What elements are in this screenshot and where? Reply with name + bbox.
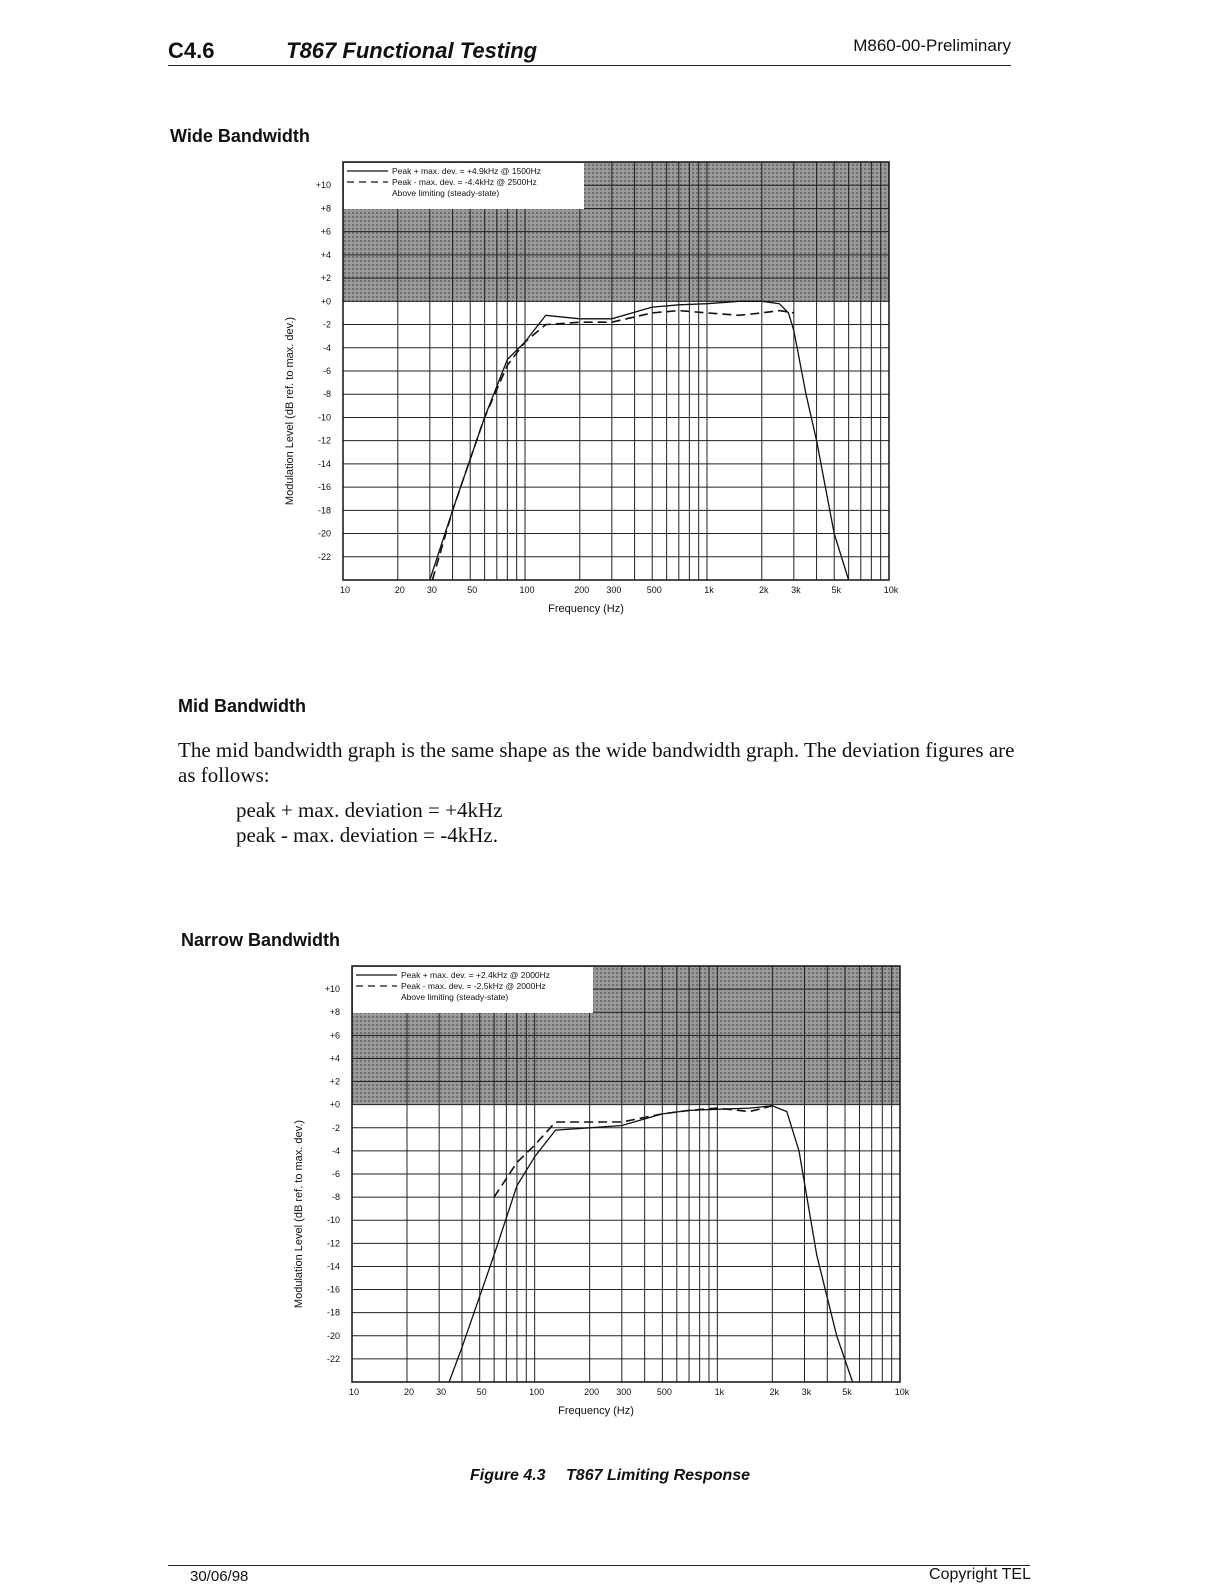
chart1-ytick-label: -12 xyxy=(326,1238,340,1249)
chart0-xaxis-label: Frequency (Hz) xyxy=(548,603,624,615)
chart1-xtick-label: 30 xyxy=(436,1387,447,1397)
chart1-ytick-label: -4 xyxy=(331,1145,340,1156)
chart1-ytick-label: -8 xyxy=(331,1192,340,1203)
chart1-ytick-label: -20 xyxy=(326,1330,340,1341)
chart1-legend-label: Peak + max. dev. = +2.4kHz @ 2000Hz xyxy=(401,970,551,980)
chart0-shaded-region-label: Above limiting (steady-state) xyxy=(392,188,500,198)
chart1-series-peak-plus xyxy=(449,1106,852,1382)
chart0-xtick-label: 200 xyxy=(574,585,590,595)
document-id: M860-00-Preliminary xyxy=(853,36,1011,55)
figure-number: Figure 4.3 xyxy=(470,1467,546,1484)
chart0-xtick-label: 30 xyxy=(426,585,437,595)
chart1-ytick-label: +0 xyxy=(329,1099,340,1110)
mid-deviation-line-plus: peak + max. deviation = +4kHz xyxy=(236,798,503,822)
chart0-legend-label: Peak - max. dev. = -4.4kHz @ 2500Hz xyxy=(392,177,537,187)
chart0-xtick-label: 300 xyxy=(606,585,622,595)
chart0-ytick-label: +6 xyxy=(320,226,331,237)
chart1-ytick-label: +4 xyxy=(329,1053,340,1064)
chart0-ytick-label: +2 xyxy=(320,273,331,284)
chart0-xtick-label: 5k xyxy=(831,585,841,595)
chart1-ytick-label: -14 xyxy=(326,1261,340,1272)
chart1-shaded-region-label: Above limiting (steady-state) xyxy=(401,992,509,1002)
chart0-ytick-label: -10 xyxy=(317,412,331,423)
chart0-ytick-label: -20 xyxy=(317,528,331,539)
chart0-ytick-label: +8 xyxy=(320,203,331,214)
section-number: C4.6 xyxy=(168,38,215,63)
chart1-xtick-label: 2k xyxy=(769,1387,780,1397)
chart1-ytick-label: -6 xyxy=(331,1169,340,1179)
figure-title: T867 Limiting Response xyxy=(566,1467,751,1484)
chart1-xtick-label: 10 xyxy=(348,1387,360,1397)
chart0-ytick-label: -6 xyxy=(322,366,331,376)
footer-copyright: Copyright TEL xyxy=(929,1566,1031,1583)
chart1-ytick-label: -18 xyxy=(326,1307,340,1318)
chart1-xtick-label: 3k xyxy=(801,1387,812,1397)
chart0-xtick-label: 50 xyxy=(467,585,478,595)
chart1-xtick-label: 300 xyxy=(616,1387,632,1397)
chart1-legend-label: Peak - max. dev. = -2.5kHz @ 2000Hz xyxy=(401,981,546,991)
chart1-xtick-label: 20 xyxy=(403,1387,414,1397)
chart1-xaxis-label: Frequency (Hz) xyxy=(558,1405,634,1417)
chart0-ytick-label: +10 xyxy=(315,180,331,191)
heading-narrow-bandwidth: Narrow Bandwidth xyxy=(181,930,341,950)
chart1-ytick-label: +2 xyxy=(329,1076,340,1087)
chart0-ytick-label: -4 xyxy=(322,342,331,353)
chart0-xtick-label: 1k xyxy=(704,585,714,595)
chart0-xtick-label: 100 xyxy=(519,585,535,595)
chart0-xtick-label: 3k xyxy=(791,585,801,595)
chart0-yaxis-label: Modulation Level (dB ref. to max. dev.) xyxy=(284,316,296,506)
chart0-xtick-label: 2k xyxy=(759,585,769,595)
chart0-ytick-label: -22 xyxy=(317,551,331,562)
chart0-ytick-label: -8 xyxy=(322,389,331,400)
chart0-ytick-label: -16 xyxy=(317,482,331,493)
chart0-ytick-label: -12 xyxy=(317,435,331,446)
chart1-xtick-label: 10k xyxy=(894,1387,910,1397)
heading-wide-bandwidth: Wide Bandwidth xyxy=(170,126,310,146)
chart0-xtick-label: 10 xyxy=(339,585,351,595)
mid-deviation-line-minus: peak - max. deviation = -4kHz. xyxy=(236,823,499,847)
chart1-xtick-label: 500 xyxy=(656,1387,672,1397)
chart1-ytick-label: -16 xyxy=(326,1284,340,1295)
chart1-series-peak-minus xyxy=(494,1106,772,1197)
chart0-xtick-label: 10k xyxy=(883,585,899,595)
mid-bandwidth-paragraph: The mid bandwidth graph is the same shape as the wide bandwidth graph. The deviation figures are as follows: xyxy=(178,738,1015,787)
chart0-ytick-label: -18 xyxy=(317,505,331,516)
chart0-xtick-label: 20 xyxy=(394,585,405,595)
chart1-xtick-label: 5k xyxy=(842,1387,852,1397)
chart1-ytick-label: -2 xyxy=(331,1122,340,1133)
chart0-ytick-label: -2 xyxy=(322,319,331,330)
chart1-ytick-label: -22 xyxy=(326,1353,340,1364)
chart1-ytick-label: +8 xyxy=(329,1007,340,1018)
chart0-ytick-label: +0 xyxy=(320,296,331,307)
footer-divider xyxy=(168,1565,1030,1566)
chart1-xtick-label: 200 xyxy=(584,1387,600,1397)
chart1-xtick-label: 50 xyxy=(476,1387,487,1397)
chart1-yaxis-label: Modulation Level (dB ref. to max. dev.) xyxy=(293,1119,305,1309)
chart1-ytick-label: +6 xyxy=(329,1030,340,1041)
heading-mid-bandwidth: Mid Bandwidth xyxy=(178,696,306,716)
footer-date: 30/06/98 xyxy=(190,1568,249,1585)
chart0-ytick-label: +4 xyxy=(320,249,331,260)
figure-caption xyxy=(470,1467,750,1485)
chart1-xtick-label: 100 xyxy=(529,1387,545,1397)
chart0-xtick-label: 500 xyxy=(646,585,662,595)
chart0-ytick-label: -14 xyxy=(317,458,331,469)
page-title: T867 Functional Testing xyxy=(286,38,538,63)
chart1-xtick-label: 1k xyxy=(714,1387,725,1397)
chart1-ytick-label: -10 xyxy=(326,1215,340,1226)
chart1-ytick-label: +10 xyxy=(324,984,340,995)
chart0-legend-label: Peak + max. dev. = +4.9kHz @ 1500Hz xyxy=(392,166,542,176)
